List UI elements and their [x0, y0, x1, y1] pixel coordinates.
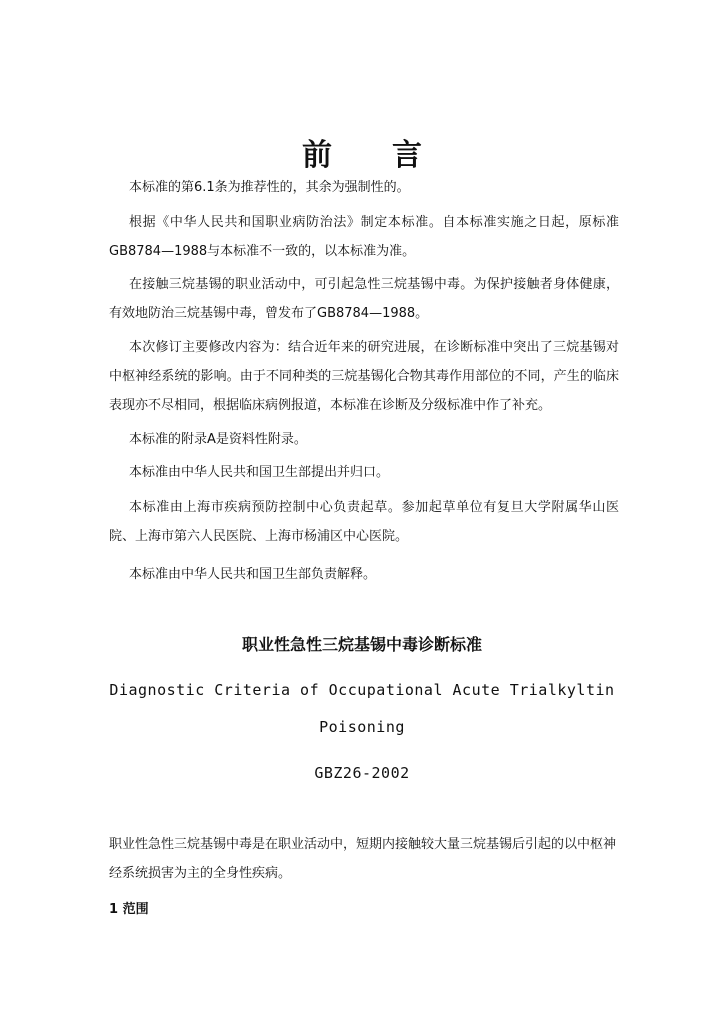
foreword-paragraph-1: 本标准的第6.1条为推荐性的，其余为强制性的。: [129, 180, 410, 195]
standard-title-en-line2: Poisoning: [319, 718, 405, 736]
standard-definition: 职业性急性三烷基锡中毒是在职业活动中，短期内接触较大量三烷基锡后引起的以中枢神经系统损害为主的全身性疾病。: [109, 837, 617, 881]
section-heading-scope: 1 范围: [109, 902, 149, 917]
foreword-paragraph-7: 本标准由上海市疾病预防控制中心负责起草。参加起草单位有复旦大学附属华山医院、上海市第六人民医院、上海市杨浦区中心医院。: [109, 500, 619, 544]
standard-title-en-line1: Diagnostic Criteria of Occupational Acute Trialkyltin: [109, 681, 615, 699]
foreword-title: 前言: [302, 138, 482, 173]
foreword-paragraph-5: 本标准的附录A是资料性附录。: [129, 432, 307, 447]
foreword-paragraph-8: 本标准由中华人民共和国卫生部负责解释。: [129, 567, 377, 582]
foreword-paragraph-3: 在接触三烷基锡的职业活动中，可引起急性三烷基锡中毒。为保护接触者身体健康，有效地防治三烷基锡中毒，曾发布了GB8784—1988。: [109, 277, 619, 321]
standard-code: GBZ26-2002: [314, 764, 410, 782]
foreword-paragraph-4: 本次修订主要修改内容为：结合近年来的研究进展，在诊断标准中突出了三烷基锡对中枢神经系统的影响。由于不同种类的三烷基锡化合物其毒作用部位的不同，产生的临床表现亦不尽相同，根据临床病例报道，本标准在诊断及分级标准中作了补充。: [109, 340, 619, 413]
foreword-paragraph-2: 根据《中华人民共和国职业病防治法》制定本标准。自本标准实施之日起，原标准GB8784—1988与本标准不一致的，以本标准为准。: [109, 215, 619, 259]
foreword-paragraph-6: 本标准由中华人民共和国卫生部提出并归口。: [129, 465, 390, 480]
standard-title-cn: 职业性急性三烷基锡中毒诊断标准: [241, 635, 482, 654]
